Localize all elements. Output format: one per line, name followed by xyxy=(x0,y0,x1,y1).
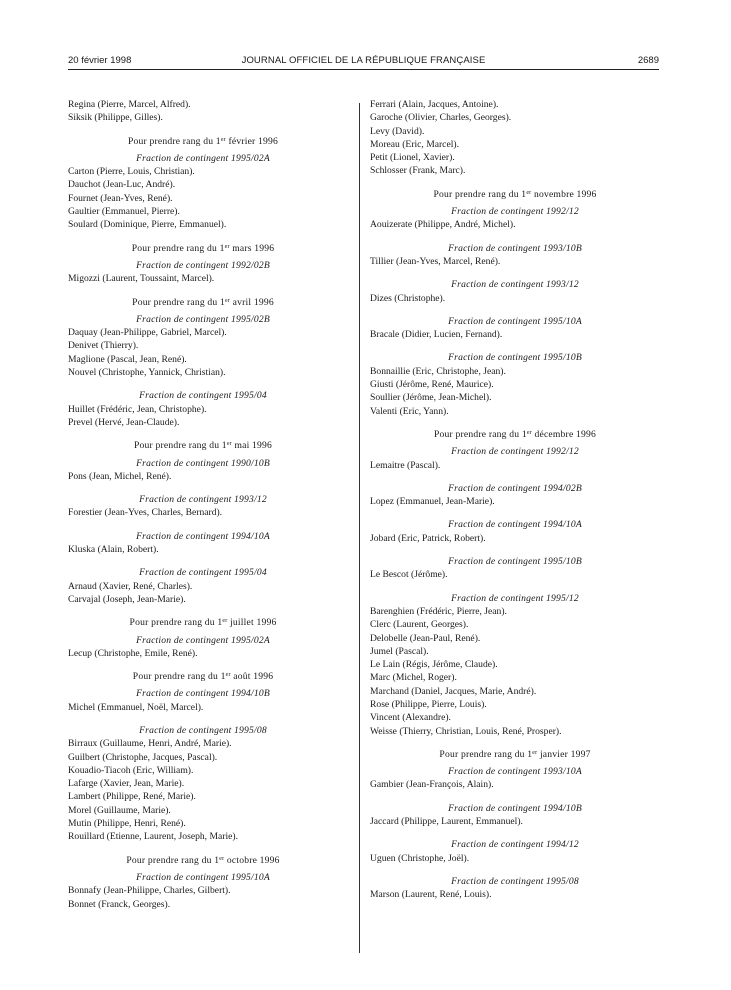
ordinal-superscript: er xyxy=(225,297,231,304)
name-entry: Nouvel (Christophe, Yannick, Christian). xyxy=(68,367,226,379)
fraction-heading: Fraction de contingent 1995/10B xyxy=(448,556,582,568)
rank-heading xyxy=(370,748,660,761)
name-entry: Tillier (Jean-Yves, Marcel, René). xyxy=(370,255,501,267)
fraction-heading: Fraction de contingent 1995/02A xyxy=(136,634,270,646)
fraction-heading: Fraction de contingent 1993/12 xyxy=(451,279,579,291)
fraction-heading: Fraction de contingent 1995/02B xyxy=(136,313,270,325)
right-column xyxy=(370,98,660,902)
fraction-heading: Fraction de contingent 1992/12 xyxy=(451,446,579,458)
fraction-heading: Fraction de contingent 1990/10B xyxy=(136,457,270,469)
fraction-heading: Fraction de contingent 1994/12 xyxy=(451,839,579,851)
name-entry: Rouillard (Etienne, Laurent, Joseph, Marie). xyxy=(68,831,238,843)
name-entry: Daquay (Jean-Philippe, Gabriel, Marcel). xyxy=(68,327,227,339)
name-entry: Gaultier (Emmanuel, Pierre). xyxy=(68,206,180,218)
name-entry: Jumel (Pascal). xyxy=(370,645,429,657)
name-entry: Lecup (Christophe, Emile, René). xyxy=(68,647,198,659)
header-title: JOURNAL OFFICIEL DE LA RÉPUBLIQUE FRANÇAISE xyxy=(241,55,486,66)
column-divider xyxy=(359,103,360,953)
name-entry: Dauchot (Jean-Luc, André). xyxy=(68,179,176,191)
name-entry: Guilbert (Christophe, Jacques, Pascal). xyxy=(68,751,218,763)
rank-heading-date: juillet 1996 xyxy=(227,617,277,629)
name-entry: Moreau (Eric, Marcel). xyxy=(370,138,459,150)
name-entry: Kouadio-Tiacoh (Eric, William). xyxy=(68,764,194,776)
rank-heading xyxy=(68,242,338,255)
header-date: 20 février 1998 xyxy=(68,55,132,66)
name-entry: Denivet (Thierry). xyxy=(68,340,139,352)
rank-heading xyxy=(68,670,338,683)
rank-heading xyxy=(68,854,338,867)
ordinal-superscript: er xyxy=(222,618,228,625)
name-entry: Maglione (Pascal, Jean, René). xyxy=(68,353,187,365)
name-entry: Fournet (Jean-Yves, René). xyxy=(68,192,173,204)
name-entry: Aouizerate (Philippe, André, Michel). xyxy=(370,219,516,231)
fraction-heading: Fraction de contingent 1995/08 xyxy=(139,724,267,736)
ordinal-superscript: er xyxy=(220,136,226,143)
rank-heading-date: novembre 1996 xyxy=(531,188,597,200)
rank-heading-date: janvier 1997 xyxy=(537,748,591,760)
name-entry: Dizes (Christophe). xyxy=(370,292,446,304)
fraction-heading: Fraction de contingent 1994/02B xyxy=(448,482,582,494)
fraction-heading: Fraction de contingent 1994/10B xyxy=(136,688,270,700)
rank-heading-text: Pour prendre rang du 1 xyxy=(131,242,225,254)
name-entry: Mutin (Philippe, Henri, René). xyxy=(68,818,186,830)
name-entry: Arnaud (Xavier, René, Charles). xyxy=(68,580,193,592)
rank-heading xyxy=(68,135,338,148)
rank-heading xyxy=(370,188,660,201)
name-entry: Birraux (Guillaume, Henri, André, Marie). xyxy=(68,738,232,750)
header-rule xyxy=(68,69,659,70)
ordinal-superscript: er xyxy=(526,429,532,436)
rank-heading-text: Pour prendre rang du 1 xyxy=(126,854,220,866)
fraction-heading: Fraction de contingent 1994/10A xyxy=(136,530,270,542)
rank-heading-text: Pour prendre rang du 1 xyxy=(129,617,223,629)
name-entry: Marson (Laurent, René, Louis). xyxy=(370,889,492,901)
name-entry: Valenti (Eric, Yann). xyxy=(370,405,449,417)
name-entry: Schlosser (Frank, Marc). xyxy=(370,165,466,177)
fraction-heading: Fraction de contingent 1992/12 xyxy=(451,206,579,218)
name-entry: Soulard (Dominique, Pierre, Emmanuel). xyxy=(68,219,227,231)
rank-heading-text: Pour prendre rang du 1 xyxy=(132,671,226,683)
name-entry: Carton (Pierre, Louis, Christian). xyxy=(68,166,195,178)
name-entry: Giusti (Jérôme, René, Maurice). xyxy=(370,379,494,391)
rank-heading-text: Pour prendre rang du 1 xyxy=(133,440,227,452)
name-entry: Uguen (Christophe, Joël). xyxy=(370,852,470,864)
fraction-heading: Fraction de contingent 1995/10B xyxy=(448,352,582,364)
name-entry: Lafarge (Xavier, Jean, Marie). xyxy=(68,778,185,790)
header-page-number: 2689 xyxy=(637,55,659,66)
name-entry: Petit (Lionel, Xavier). xyxy=(370,152,455,164)
fraction-heading: Fraction de contingent 1994/10B xyxy=(448,802,582,814)
ordinal-superscript: er xyxy=(225,672,231,679)
name-entry: Regina (Pierre, Marcel, Alfred). xyxy=(68,99,191,110)
name-entry: Migozzi (Laurent, Toussaint, Marcel). xyxy=(68,273,215,285)
name-entry: Forestier (Jean-Yves, Charles, Bernard). xyxy=(68,507,223,519)
name-entry: Garoche (Olivier, Charles, Georges). xyxy=(370,112,512,124)
fraction-heading: Fraction de contingent 1995/10A xyxy=(448,315,582,327)
rank-heading-text: Pour prendre rang du 1 xyxy=(434,428,527,440)
rank-heading xyxy=(68,439,338,452)
fraction-heading: Fraction de contingent 1992/02B xyxy=(136,259,270,271)
rank-heading-date: mars 1996 xyxy=(229,242,275,254)
name-entry: Jaccard (Philippe, Laurent, Emmanuel). xyxy=(370,816,523,828)
name-entry: Kluska (Alain, Robert). xyxy=(68,544,159,556)
name-entry: Lambert (Philippe, René, Marie). xyxy=(68,791,196,803)
name-entry: Ferrari (Alain, Jacques, Antoine). xyxy=(370,99,499,110)
ordinal-superscript: er xyxy=(226,441,232,448)
rank-heading-text: Pour prendre rang du 1 xyxy=(132,296,226,308)
rank-heading-text: Pour prendre rang du 1 xyxy=(127,135,221,147)
name-entry: Huillet (Frédéric, Jean, Christophe). xyxy=(68,403,207,415)
fraction-heading: Fraction de contingent 1993/12 xyxy=(139,494,267,506)
ordinal-superscript: er xyxy=(224,243,230,250)
left-column xyxy=(68,98,338,911)
rank-heading-date: octobre 1996 xyxy=(224,854,280,866)
name-entry: Soullier (Jérôme, Jean-Michel). xyxy=(370,392,492,404)
name-entry: Levy (David). xyxy=(370,125,425,137)
fraction-heading: Fraction de contingent 1995/04 xyxy=(139,567,267,579)
rank-heading xyxy=(68,296,338,309)
fraction-heading: Fraction de contingent 1995/10A xyxy=(136,871,270,883)
rank-heading xyxy=(68,616,338,629)
rank-heading-date: avril 1996 xyxy=(230,296,274,308)
name-entry: Bonnaillie (Eric, Christophe, Jean). xyxy=(370,365,506,377)
name-entry: Michel (Emmanuel, Noël, Marcel). xyxy=(68,701,204,713)
fraction-heading: Fraction de contingent 1995/12 xyxy=(451,592,579,604)
name-entry: Barenghien (Frédéric, Pierre, Jean). xyxy=(370,605,507,617)
name-entry: Weisse (Thierry, Christian, Louis, René, Prosper). xyxy=(370,725,562,737)
name-entry: Bonnafy (Jean-Philippe, Charles, Gilbert). xyxy=(68,885,231,897)
name-entry: Jobard (Eric, Patrick, Robert). xyxy=(370,532,486,544)
name-entry: Rose (Philippe, Pierre, Louis). xyxy=(370,698,487,710)
rank-heading-text: Pour prendre rang du 1 xyxy=(439,748,533,760)
name-entry: Marc (Michel, Roger). xyxy=(370,672,457,684)
name-entry: Clerc (Laurent, Georges). xyxy=(370,619,469,631)
fraction-heading: Fraction de contingent 1993/10B xyxy=(448,242,582,254)
fraction-heading: Fraction de contingent 1995/08 xyxy=(451,875,579,887)
ordinal-superscript: er xyxy=(526,189,532,196)
name-entry: Carvajal (Joseph, Jean-Marie). xyxy=(68,593,186,605)
name-entry: Bonnet (Franck, Georges). xyxy=(68,898,171,910)
name-entry: Siksik (Philippe, Gilles). xyxy=(68,112,163,124)
fraction-heading: Fraction de contingent 1995/02A xyxy=(136,152,270,164)
name-entry: Pons (Jean, Michel, René). xyxy=(68,470,172,482)
fraction-heading: Fraction de contingent 1995/04 xyxy=(139,390,267,402)
page-header xyxy=(68,55,659,69)
name-entry: Bracale (Didier, Lucien, Fernand). xyxy=(370,329,503,341)
rank-heading-date: août 1996 xyxy=(230,671,274,683)
name-entry: Vincent (Alexandre). xyxy=(370,712,451,724)
ordinal-superscript: er xyxy=(532,749,538,756)
ordinal-superscript: er xyxy=(219,855,225,862)
name-entry: Prevel (Hervé, Jean-Claude). xyxy=(68,416,180,428)
fraction-heading: Fraction de contingent 1994/10A xyxy=(448,519,582,531)
name-entry: Delobelle (Jean-Paul, René). xyxy=(370,632,481,644)
rank-heading-date: février 1996 xyxy=(225,135,279,147)
rank-heading-date: mai 1996 xyxy=(231,440,273,452)
name-entry: Marchand (Daniel, Jacques, Marie, André). xyxy=(370,685,537,697)
name-entry: Le Lain (Régis, Jérôme, Claude). xyxy=(370,659,498,671)
name-entry: Lopez (Emmanuel, Jean-Marie). xyxy=(370,496,495,508)
fraction-heading: Fraction de contingent 1993/10A xyxy=(448,766,582,778)
name-entry: Lemaitre (Pascal). xyxy=(370,459,441,471)
name-entry: Gambier (Jean-François, Alain). xyxy=(370,779,494,791)
name-entry: Le Bescot (Jérôme). xyxy=(370,569,448,581)
rank-heading xyxy=(370,428,660,441)
name-entry: Morel (Guillaume, Marie). xyxy=(68,804,171,816)
rank-heading-text: Pour prendre rang du 1 xyxy=(433,188,527,200)
rank-heading-date: décembre 1996 xyxy=(531,428,596,440)
